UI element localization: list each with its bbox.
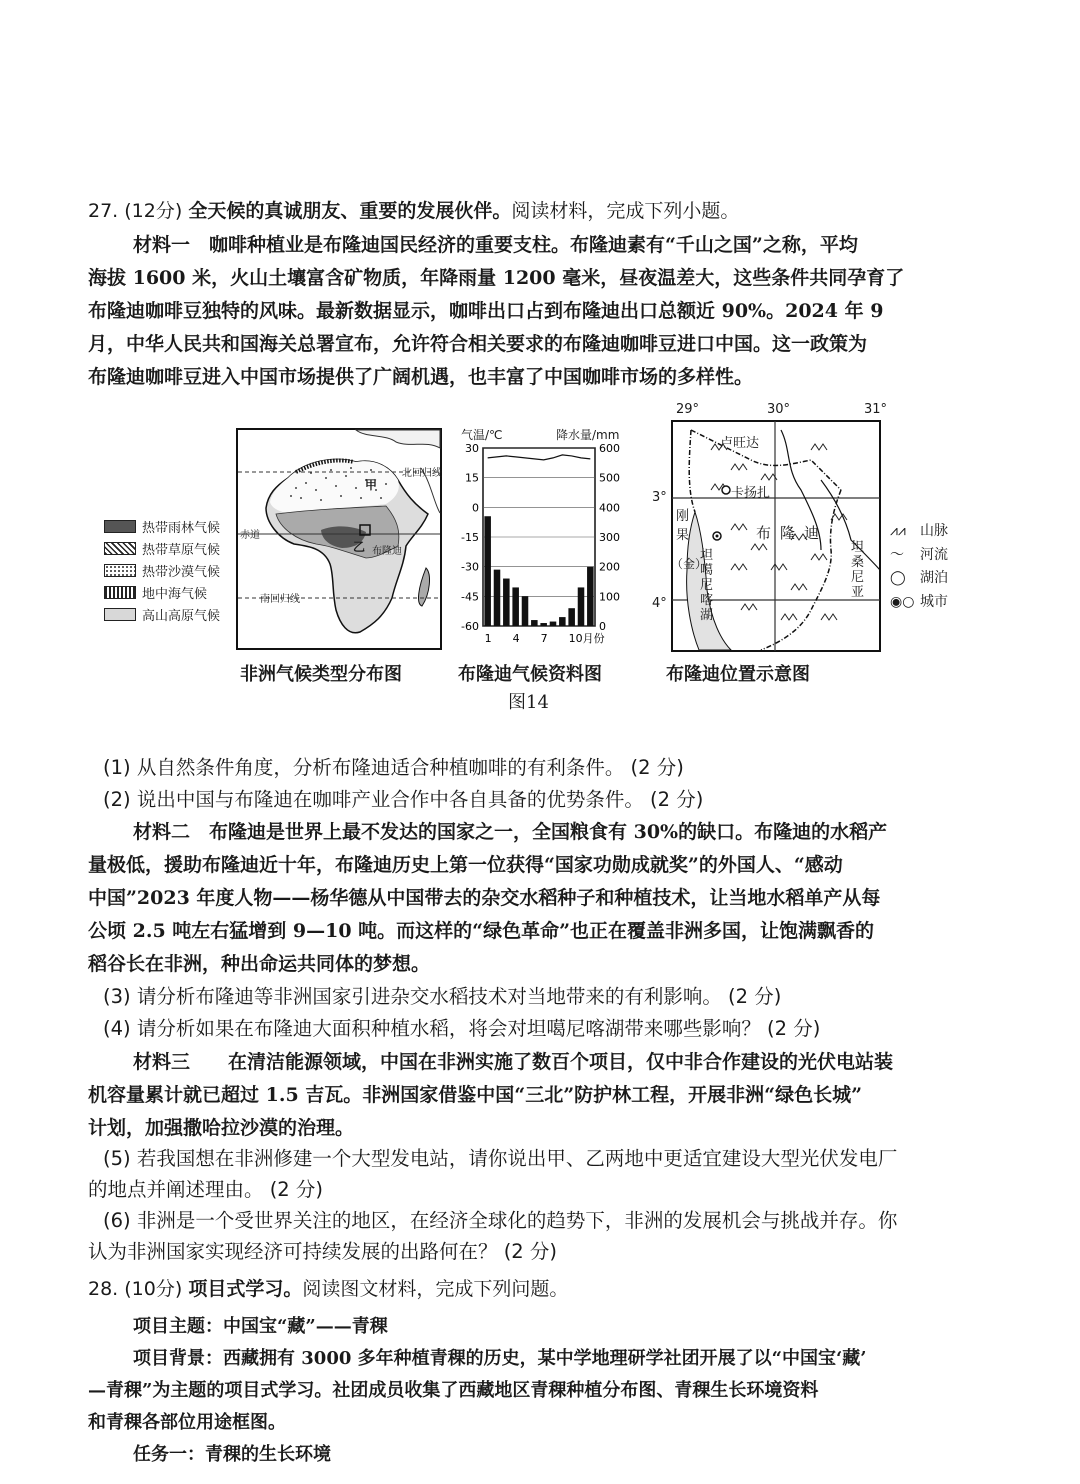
label-lake: 坦噶尼喀湖: [700, 548, 714, 623]
lon-31: 31°: [864, 402, 888, 417]
label-congo-guo: 果: [676, 528, 690, 543]
legend-mountain: ⩘⩘ 山脉: [890, 520, 948, 544]
question-6-cont: 认为非洲国家实现经济可持续发展的出路何在？ (2 分): [88, 1240, 558, 1263]
lon-30: 30°: [767, 402, 791, 417]
legend-city: ◉○ 城市: [890, 591, 948, 615]
label-burundi-map1: 布隆迪: [372, 546, 402, 557]
y-left-tick: 0: [472, 501, 479, 515]
y-left-tick: -30: [461, 560, 479, 574]
precip-bar: [484, 516, 491, 626]
y-right-tick: 500: [599, 471, 620, 485]
label-jia: 甲: [365, 478, 378, 492]
material1-line: 布隆迪咖啡豆进入中国市场提供了广阔机遇，也丰富了中国咖啡市场的多样性。: [88, 366, 754, 388]
label-congo-jin: （金）: [671, 557, 708, 571]
precip-bar: [494, 570, 501, 626]
precip-bar: [578, 587, 585, 626]
q27-number: 27. (12分): [88, 200, 183, 222]
question-6: (6) 非洲是一个受世界关注的地区，在经济全球化的趋势下，非洲的发展机会与挑战并存。你: [103, 1209, 898, 1232]
y-right-tick: 300: [599, 531, 620, 544]
precip-bar: [512, 587, 519, 626]
chart-ylabel-left: 气温/℃: [461, 428, 503, 442]
figure-title: 图14: [508, 692, 549, 713]
precip-bar: [568, 608, 575, 626]
q28-header: [88, 1274, 568, 1301]
label-rwanda: 卢旺达: [720, 436, 760, 451]
x-tick: 7: [540, 632, 548, 645]
lat-4: 4°: [652, 596, 667, 611]
y-left-tick: 30: [465, 442, 479, 455]
y-right-tick: 400: [599, 501, 620, 515]
material2-line: 量极低，援助布隆迪近十年，布隆迪历史上第一位获得“国家功勋成就奖”的外国人、“感动: [88, 854, 843, 876]
question-4: (4) 请分析如果在布隆迪大面积种植水稻，将会对坦噶尼喀湖带来哪些影响？ (2 分): [103, 1017, 821, 1040]
question-2: (2) 说出中国与布隆迪在咖啡产业合作中各自具备的优势条件。 (2 分): [103, 788, 704, 811]
label-burundi-long: 隆: [780, 524, 796, 542]
x-tick: 4: [512, 632, 520, 645]
river-icon: 〜: [890, 546, 904, 563]
y-left-tick: -45: [461, 590, 479, 604]
q27-title: 全天候的真诚朋友、重要的发展伙伴。: [188, 200, 512, 222]
question-1: (1) 从自然条件角度，分析布隆迪适合种植咖啡的有利条件。 (2 分): [103, 756, 684, 779]
precip-bar: [522, 596, 529, 626]
mountain-icon: ⩘⩘: [890, 523, 906, 539]
y-right-tick: 100: [599, 590, 620, 604]
label-kayanza: 卡扬扎: [731, 486, 771, 501]
chart-ylabel-right: 降水量/mm: [556, 428, 620, 442]
y-left-tick: 15: [465, 471, 479, 485]
precip-bar: [503, 579, 510, 626]
lon-29: 29°: [676, 402, 700, 417]
caption-chart: 布隆迪气候资料图: [458, 664, 602, 685]
climate-chart: [450, 440, 640, 650]
label-yi: 乙: [353, 540, 366, 554]
legend-highland: 高山高原气候: [104, 605, 220, 624]
x-tick: 1: [484, 632, 492, 645]
material3-line: 机容量累计就已超过 1.5 吉瓦。非洲国家借鉴中国“三北”防护林工程，开展非洲“绿色长城”: [88, 1084, 863, 1106]
material2-line: 稻谷长在非洲，种出命运共同体的梦想。: [88, 953, 431, 975]
material2-line: 中国”2023 年度人物——杨华德从中国带去的杂交水稻种子和种植技术，让当地水稻单产从每: [88, 887, 881, 909]
question-3: (3) 请分析布隆迪等非洲国家引进杂交水稻技术对当地带来的有利影响。 (2 分): [103, 985, 782, 1008]
y-right-tick: 600: [599, 442, 620, 455]
q28-title: 项目式学习。: [188, 1278, 303, 1300]
q27-instruction: 阅读材料，完成下列小题。: [511, 200, 740, 222]
q28-number: 28. (10分): [88, 1278, 183, 1300]
q28-instruction: 阅读图文材料，完成下列问题。: [302, 1278, 569, 1300]
material2-line: 材料二 布隆迪是世界上最不发达的国家之一，全国粮食有 30%的缺口。布隆迪的水稻产: [133, 821, 888, 843]
label-n-tropic: 北回归线: [402, 468, 442, 479]
material2-line: 公顷 2.5 吨左右猛增到 9—10 吨。而这样的“绿色革命”也正在覆盖非洲多国，让饱满飘香的: [88, 920, 875, 942]
legend-rainforest: 热带雨林气候: [104, 517, 220, 536]
task-one: 任务一：青稞的生长环境: [133, 1444, 331, 1465]
precip-bar: [540, 623, 547, 626]
africa-climate-map: [236, 428, 442, 650]
city-icon: ◉○: [890, 593, 915, 610]
project-background: 项目背景：西藏拥有 3000 多年种植青稞的历史，某中学地理研学社团开展了以“中国宝‘藏’: [133, 1348, 867, 1369]
q27-header: [88, 196, 739, 223]
label-congo-gang: 刚: [676, 509, 690, 524]
legend-desert: 热带沙漠气候: [104, 561, 220, 580]
material3-line: 计划，加强撒哈拉沙漠的治理。: [88, 1117, 355, 1139]
y-left-tick: -60: [461, 620, 479, 633]
legend-lake: ◯ 湖泊: [890, 567, 948, 591]
material1-line: 海拔 1600 米，火山土壤富含矿物质，年降雨量 1200 毫米，昼夜温差大，这些条件共同孕育了: [88, 267, 905, 289]
x-tick: 10月份: [568, 632, 605, 645]
caption-map1: 非洲气候类型分布图: [240, 664, 402, 685]
label-burundi-di: 迪: [804, 524, 820, 542]
project-theme: 项目主题：中国宝“藏”——青稞: [133, 1316, 388, 1337]
map2-legend: [890, 520, 948, 614]
precip-bar: [531, 620, 538, 626]
label-equator: 赤道: [240, 530, 260, 541]
lat-3: 3°: [652, 490, 667, 505]
y-right-tick: 200: [599, 560, 620, 574]
project-background-cont: —青稞”为主题的项目式学习。社团成员收集了西藏地区青稞种植分布图、青稞生长环境资料: [88, 1380, 819, 1401]
y-left-tick: -15: [461, 531, 479, 544]
question-5-cont: 的地点并阐述理由。 (2 分): [88, 1178, 324, 1201]
y-right-tick: 0: [599, 620, 606, 633]
lake-icon: ◯: [890, 570, 906, 586]
question-5: (5) 若我国想在非洲修建一个大型发电站，请你说出甲、乙两地中更适宜建设大型光伏发电厂: [103, 1147, 898, 1170]
caption-map2: 布隆迪位置示意图: [666, 664, 810, 685]
material1-line: 布隆迪咖啡豆独特的风味。最新数据显示，咖啡出口占到布隆迪出口总额近 90%。2024 年 9: [88, 300, 884, 322]
label-tanzania: 坦桑尼亚: [851, 540, 865, 600]
project-background-end: 和青稞各部位用途框图。: [88, 1412, 286, 1433]
label-burundi-bu: 布: [756, 524, 772, 542]
legend-savanna: 热带草原气候: [104, 539, 220, 558]
precip-bar: [587, 567, 594, 626]
label-s-tropic: 南回归线: [260, 594, 300, 605]
precip-bar: [559, 617, 566, 626]
legend-river: 〜 河流: [890, 544, 948, 568]
material1-line: 材料一 咖啡种植业是布隆迪国民经济的重要支柱。布隆迪素有“千山之国”之称，平均: [133, 234, 858, 256]
material3-line: 材料三 在清洁能源领域，中国在非洲实施了数百个项目，仅中非合作建设的光伏电站装: [133, 1051, 894, 1073]
legend-mediterranean: 地中海气候: [104, 583, 207, 602]
precip-bar: [550, 622, 557, 626]
material1-line: 月，中华人民共和国海关总署宣布，允许符合相关要求的布隆迪咖啡豆进口中国。这一政策为: [88, 333, 868, 355]
